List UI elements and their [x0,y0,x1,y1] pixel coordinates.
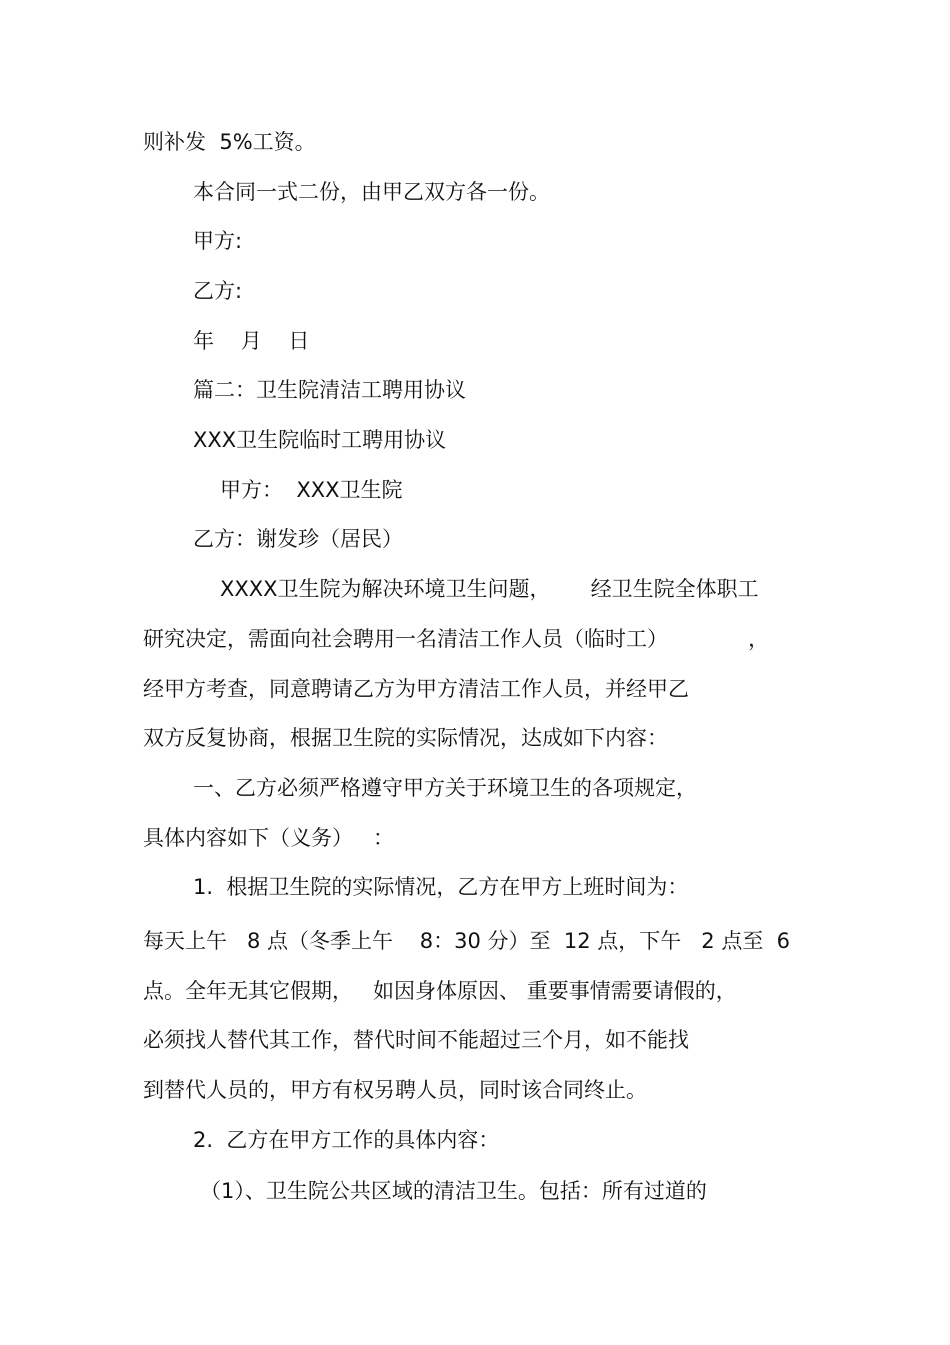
text-line: 具体内容如下（义务） ： [143,826,395,850]
text-line: 甲方： XXX卫生院 [220,478,403,502]
text-line: 双方反复协商，根据卫生院的实际情况，达成如下内容： [143,726,668,750]
text-line: 点。全年无其它假期， 如因身体原因、 重要事情需要请假的， [143,979,737,1003]
text-line: 每天上午 8 点（冬季上午 8：30 分）至 12 点，下午 2 点至 6 [143,929,791,953]
text-line: 本合同一式二份，由甲乙双方各一份。 [193,180,550,204]
text-line: 必须找人替代其工作，替代时间不能超过三个月，如不能找 [143,1028,689,1052]
text-line: 1. 根据卫生院的实际情况，乙方在甲方上班时间为： [193,875,689,899]
text-line: 乙方：谢发珍（居民） [193,527,403,551]
text-line: （1）、卫生院公共区域的清洁卫生。包括：所有过道的 [200,1179,707,1203]
text-line: 则补发 5%工资。 [143,130,316,154]
text-line: 经甲方考查，同意聘请乙方为甲方清洁工作人员，并经甲乙 [143,677,689,701]
text-line: 乙方: [193,279,243,303]
text-line: XXX卫生院临时工聘用协议 [193,428,447,452]
text-line: 2. 乙方在甲方工作的具体内容： [193,1128,500,1152]
text-line: 研究决定，需面向社会聘用一名清洁工作人员（临时工） ， [143,627,770,651]
text-line: XXXX卫生院为解决环境卫生问题， 经卫生院全体职工 [220,577,759,601]
text-line: 篇二：卫生院清洁工聘用协议 [193,378,466,402]
text-line: 到替代人员的，甲方有权另聘人员，同时该合同终止。 [143,1078,647,1102]
text-line: 甲方: [193,229,243,253]
text-line: 年 月 日 [193,329,310,353]
text-line: 一、乙方必须严格遵守甲方关于环境卫生的各项规定， [193,776,697,800]
